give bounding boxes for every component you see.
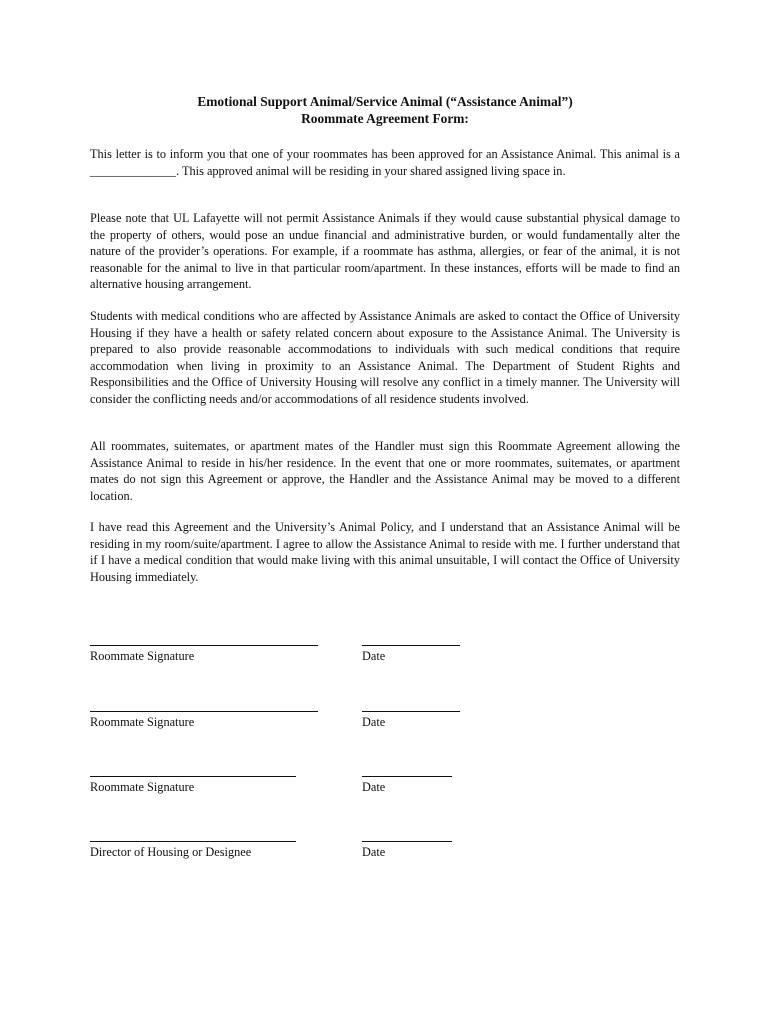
signature-line[interactable]	[90, 825, 296, 842]
signature-label: Roommate Signature	[90, 780, 195, 794]
paragraph-roommate-requirement: All roommates, suitemates, or apartment mates of the Handler must sign this Roommate Agreement allowing the Assistance Animal to reside in his/her residence. In the event that one or more roommates, suitemates, or apartment mates do not sign this Agreement or approve, the Handler and the Assistance Animal may be moved to a different location.	[90, 439, 680, 503]
date-label: Date	[362, 649, 386, 663]
paragraph-policy-note: Please note that UL Lafayette will not permit Assistance Animals if they would cause substantial physical damage to the property of others, would pose an undue financial and administrative burden, or would fundamentally alter the nature of the provider’s operations. For example, if a roommate has asthma, allergies, or fear of the animal, it is not reasonable for the animal to live in that particular room/apartment. In these instances, efforts will be made to find an alternative housing arrangement.	[90, 211, 680, 292]
signature-row	[90, 695, 590, 735]
date-label: Date	[362, 845, 386, 859]
date-line[interactable]	[362, 825, 452, 842]
signature-label: Director of Housing or Designee	[90, 845, 252, 859]
title-line-2: Roommate Agreement Form:	[301, 111, 469, 126]
signature-row	[90, 629, 590, 669]
date-line[interactable]	[362, 695, 460, 712]
date-label: Date	[362, 780, 386, 794]
date-line[interactable]	[362, 629, 460, 646]
signature-row	[90, 760, 590, 800]
signature-line[interactable]	[90, 695, 318, 712]
date-line[interactable]	[362, 760, 452, 777]
paragraph-intro: This letter is to inform you that one of your roommates has been approved for an Assistance Animal. This animal is a ______________. This approved animal will be residing in your shared assigned living space in.	[90, 147, 680, 178]
signature-line[interactable]	[90, 760, 296, 777]
document-title	[90, 93, 680, 127]
signature-label: Roommate Signature	[90, 715, 195, 729]
date-label: Date	[362, 715, 386, 729]
paragraph-medical-conditions: Students with medical conditions who are affected by Assistance Animals are asked to contact the Office of University Housing if they have a health or safety related concern about exposure to the Assistance Animal. The University is prepared to also provide reasonable accommodations to individuals with such medical conditions that require accommodation when living in proximity to an Assistance Animal. The Department of Student Rights and Responsibilities and the Office of University Housing will resolve any conflict in a timely manner. The University will consider the conflicting needs and/or accommodations of all residence students involved.	[90, 309, 680, 406]
signature-label: Roommate Signature	[90, 649, 195, 663]
paragraph-acknowledgement: I have read this Agreement and the University’s Animal Policy, and I understand that an Assistance Animal will be residing in my room/suite/apartment. I agree to allow the Assistance Animal to reside with me. I further understand that if I have a medical condition that would make living with this animal unsuitable, I will contact the Office of University Housing immediately.	[90, 520, 680, 584]
signature-line[interactable]	[90, 629, 318, 646]
title-line-1: Emotional Support Animal/Service Animal (“Assistance Animal”)	[197, 94, 573, 109]
signature-row	[90, 825, 590, 865]
